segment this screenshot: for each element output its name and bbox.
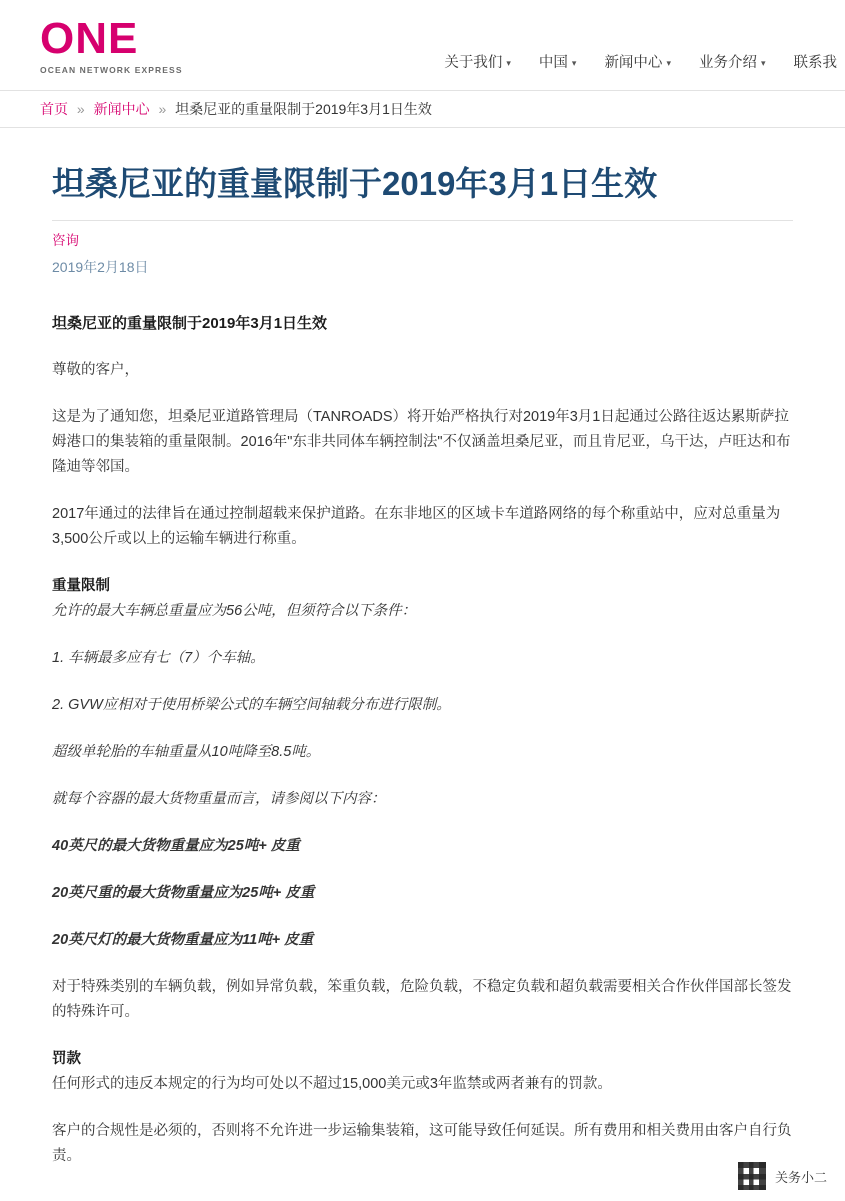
article [0, 128, 845, 1201]
nav-item-about-label: 关于我们 [444, 55, 503, 71]
weight-limit-line-1: 允许的最大车辆总重量应为56公吨，但须符合以下条件： [52, 603, 417, 619]
penalty-section [52, 1047, 793, 1169]
weight-limit-line-4: 超级单轮胎的车轴重量从10吨降至8.5吨。 [52, 744, 321, 760]
chevron-down-icon: ▾ [571, 58, 577, 68]
qr-code-icon [737, 1161, 767, 1191]
site-header [0, 0, 845, 90]
weight-limit-section [52, 574, 793, 765]
container-limit-20ft-light: 20英尺灯的最大货物重量应为11吨+ 皮重 [52, 932, 314, 948]
article-paragraph-1: 这是为了通知您，坦桑尼亚道路管理局（TANROADS）将开始严格执行对2019年3月1日起通过公路往返达累斯萨拉姆港口的集装箱的重量限制。2016年"东非共同体车辆控制法"不仅涵盖坦桑尼亚，而且肯尼亚，乌干达，卢旺达和布隆迪等邻国。 [52, 409, 791, 475]
nav-item-business[interactable] [699, 51, 766, 72]
page-title: 坦桑尼亚的重量限制于2019年3月1日生效 [52, 165, 658, 202]
penalty-line-1: 任何形式的违反本规定的行为均可处以不超过15,000美元或3年监禁或两者兼有的罚款。 [52, 1076, 612, 1092]
footer-badge-label: 关务小二 [774, 1169, 827, 1185]
breadcrumb [0, 90, 845, 128]
article-special-permit-paragraph: 对于特殊类别的车辆负载，例如异常负载，笨重负载，危险负载，不稳定负载和超负载需要相关合作伙伴国部长签发的特殊许可。 [52, 979, 792, 1020]
nav-item-news-label: 新闻中心 [604, 55, 663, 71]
article-category[interactable]: 咨询 [52, 233, 79, 248]
breadcrumb-separator: » [76, 101, 85, 117]
penalty-line-2: 客户的合规性是必须的，否则将不允许进一步运输集装箱，这可能导致任何延误。所有费用和相关费用由客户自行负责。 [52, 1123, 792, 1164]
nav-item-business-label: 业务介绍 [698, 55, 757, 71]
weight-limit-line-2: 1. 车辆最多应有七（7）个车轴。 [52, 650, 265, 666]
breadcrumb-separator: » [158, 101, 167, 117]
nav-item-china-label: 中国 [538, 55, 568, 71]
breadcrumb-current: 坦桑尼亚的重量限制于2019年3月1日生效 [175, 101, 432, 117]
site-logo[interactable] [40, 13, 190, 75]
article-salutation: 尊敬的客户， [52, 362, 139, 378]
article-date: 2019年2月18日 [52, 259, 149, 275]
logo-wordmark: ONE [40, 13, 139, 63]
weight-limit-line-3: 2. GVW应相对于使用桥梁公式的车辆空间轴载分布进行限制。 [52, 697, 451, 713]
container-limit-section [52, 787, 793, 953]
breadcrumb-home[interactable]: 首页 [40, 101, 68, 117]
article-body [52, 311, 793, 1169]
breadcrumb-news[interactable]: 新闻中心 [93, 101, 150, 117]
container-limit-40ft: 40英尺的最大货物重量应为25吨+ 皮重 [52, 838, 300, 854]
container-limit-20ft-heavy: 20英尺重的最大货物重量应为25吨+ 皮重 [52, 885, 315, 901]
weight-limit-heading: 重量限制 [52, 578, 110, 594]
container-limit-intro: 就每个容器的最大货物重量而言，请参阅以下内容： [52, 791, 386, 807]
chevron-down-icon: ▾ [506, 58, 511, 68]
nav-item-china[interactable] [539, 51, 577, 72]
article-meta [52, 220, 793, 277]
penalty-heading: 罚款 [52, 1051, 81, 1067]
chevron-down-icon: ▾ [666, 58, 671, 68]
nav-item-about[interactable] [444, 51, 511, 72]
main-navigation [444, 51, 845, 72]
nav-item-contact-label: 联系我 [793, 55, 837, 71]
nav-item-news[interactable] [604, 51, 671, 72]
article-headline: 坦桑尼亚的重量限制于2019年3月1日生效 [52, 315, 328, 332]
footer-badge[interactable] [737, 1161, 827, 1191]
chevron-down-icon: ▾ [760, 58, 766, 68]
nav-item-contact[interactable] [794, 51, 838, 72]
logo-subtitle: OCEAN NETWORK EXPRESS [40, 64, 183, 75]
article-paragraph-2: 2017年通过的法律旨在通过控制超载来保护道路。在东非地区的区域卡车道路网络的每个称重站中，应对总重量为3,500公斤或以上的运输车辆进行称重。 [52, 506, 781, 547]
